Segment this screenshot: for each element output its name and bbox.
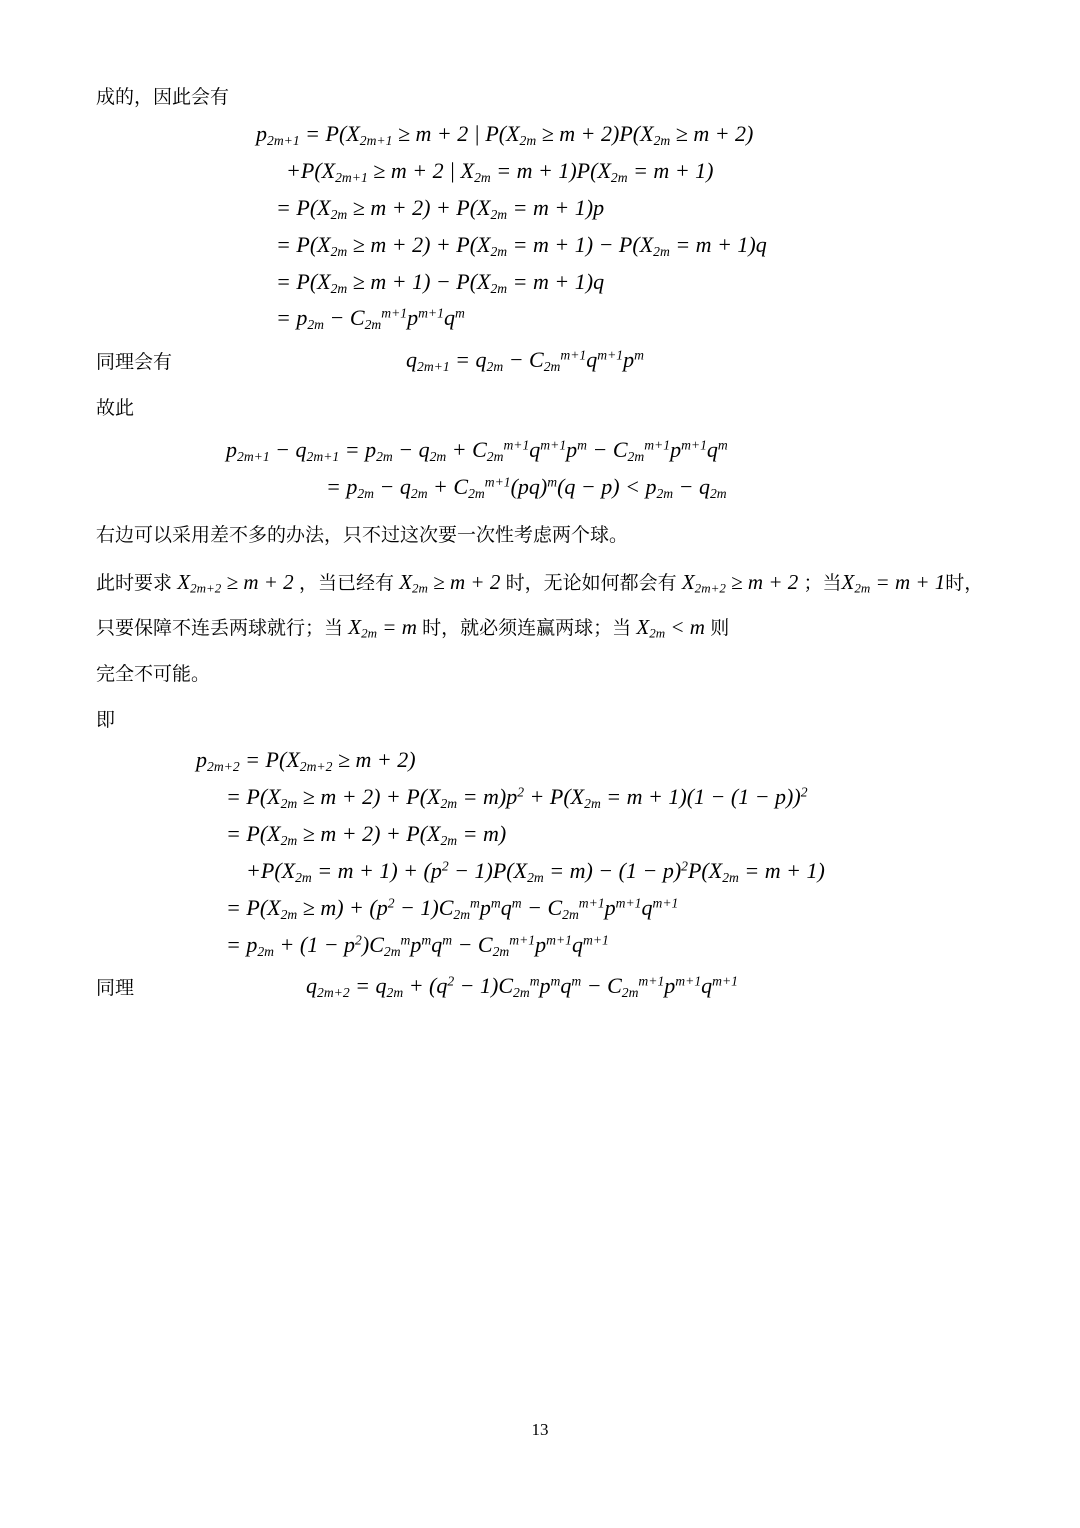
equation-inline: $X_{2m} \ge m + 2$ <box>399 570 506 597</box>
equation-line: = $P(X_{2m} \ge m + 2) + P(X_{2m} = m + 1)p$ <box>276 195 605 222</box>
equation-block-1 <box>96 121 984 333</box>
text-segment: 时，无论如何都会有 <box>505 572 677 595</box>
label-guci: 故此 <box>96 397 135 420</box>
equation-inline: $X_{2m} = m$ <box>348 614 417 641</box>
text-segment: ，当已经有 <box>298 572 394 595</box>
row-tongli <box>96 973 984 1001</box>
equation-line: = $p_{2m} + (1 - p^2)C_{2m}^mp^mq^m - C_{2m}^{m+1}p^{m+1}q^{m+1}$ <box>226 931 609 959</box>
equation-inline: $X_{2m+2} \ge m + 2$ <box>681 570 804 597</box>
paragraph-impossible: 完全不可能。 <box>96 662 211 685</box>
text-segment: 此时要求 <box>96 572 173 595</box>
label-tongli: 同理 <box>96 977 135 1000</box>
page-number: 13 <box>531 1420 549 1439</box>
equation-line: $p_{2m+1} = P(X_{2m+1} \ge m + 2$ | $P(X_{2m} \ge m + 2)P(X_{2m} \ge m + 2)$ <box>256 121 754 149</box>
text-segment: 时，只要保障不连丢两球就行；当 <box>96 572 984 639</box>
equation-inline: $X_{2m} = m + 1$ <box>841 570 946 597</box>
equation-inline: $q_{2m+2} = q_{2m} + (q^2 - 1)C_{2m}^mp^mq^m - C_{2m}^{m+1}p^{m+1}q^{m+1}$ <box>306 973 738 1001</box>
equation-line: = $p_{2m} - C_{2m}^{m+1}p^{m+1}q^m$ <box>276 305 465 333</box>
equation-line: $+P(X_{2m+1} \ge m + 2$ | $X_{2m} = m + 1)P(X_{2m} = m + 1)$ <box>286 158 714 186</box>
text-segment: ；当 <box>803 572 842 595</box>
equation-inline: $X_{2m+2} \ge m + 2$ <box>177 570 299 597</box>
paragraph-right-side: 右边可以采用差不多的办法，只不过这次要一次性考虑两个球。 <box>96 524 629 547</box>
text-segment: 则 <box>710 616 730 639</box>
row-tongli-huiyou <box>96 347 984 375</box>
equation-line: = $P(X_{2m} \ge m + 2) + P(X_{2m} = m)$ <box>226 821 507 848</box>
equation-line: = $P(X_{2m} \ge m + 1) - P(X_{2m} = m + 1)q$ <box>276 268 605 296</box>
equation-line: $p_{2m+1} - q_{2m+1} = p_{2m} - q_{2m} + C_{2m}^{m+1}q^{m+1}p^m - C_{2m}^{m+1}p^{m+1}q^m$ <box>226 437 728 465</box>
equation-line: = $P(X_{2m} \ge m + 2) + P(X_{2m} = m + 1) - P(X_{2m} = m + 1)q$ <box>276 231 767 259</box>
label-ji: 即 <box>96 709 116 732</box>
paragraph-intro: 成的，因此会有 <box>96 86 230 108</box>
equation-inline: $q_{2m+1} = q_{2m} - C_{2m}^{m+1}q^{m+1}p^m$ <box>406 347 644 375</box>
paragraph-condition <box>96 560 984 648</box>
equation-block-2 <box>96 437 984 502</box>
equation-line: = $P(X_{2m} \ge m) + (p^2 - 1)C_{2m}^mp^mq^m - C_{2m}^{m+1}p^{m+1}q^{m+1}$ <box>226 894 679 922</box>
equation-inline: $X_{2m} < m$ <box>636 614 705 641</box>
text-segment: 时，就必须连赢两球；当 <box>422 616 632 639</box>
equation-line: $+P(X_{2m} = m + 1) + (p^2 - 1)P(X_{2m} = m) - (1 - p)^2P(X_{2m} = m + 1)$ <box>246 857 825 885</box>
equation-line: = $P(X_{2m} \ge m + 2) + P(X_{2m} = m)p^2 + P(X_{2m} = m + 1)(1 - (1 - p))^2$ <box>226 784 808 812</box>
equation-block-3 <box>96 747 984 959</box>
equation-line: = $p_{2m} - q_{2m} + C_{2m}^{m+1}(pq)^m(q - p) < p_{2m} - q_{2m}$ <box>326 474 727 502</box>
page-content <box>96 72 984 1001</box>
label-tongli-huiyou: 同理会有 <box>96 351 173 374</box>
equation-line: $p_{2m+2} = P(X_{2m+2} \ge m + 2)$ <box>196 747 416 775</box>
